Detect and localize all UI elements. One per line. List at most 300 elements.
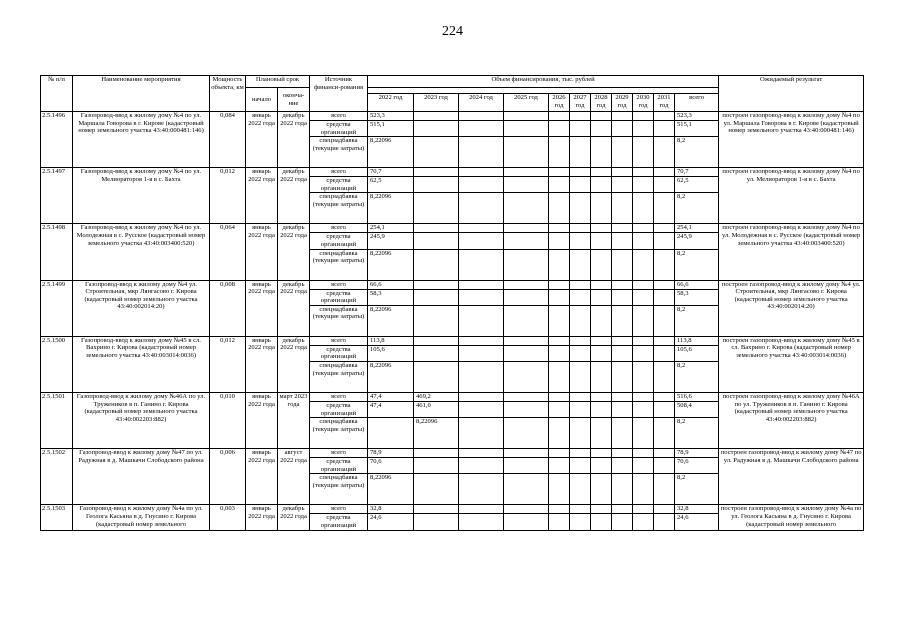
funding-value bbox=[414, 177, 459, 193]
funding-value: 8,2 bbox=[675, 474, 719, 505]
table-row bbox=[41, 505, 864, 514]
funding-value bbox=[459, 336, 504, 345]
source-total: всего bbox=[310, 392, 368, 401]
funding-value: 24,6 bbox=[368, 514, 414, 530]
row-end: март 2023 года bbox=[278, 392, 310, 448]
source-total: всего bbox=[310, 168, 368, 177]
funding-value bbox=[414, 249, 459, 280]
funding-value bbox=[549, 121, 570, 137]
funding-value bbox=[459, 418, 504, 449]
funding-value bbox=[654, 177, 675, 193]
row-name: Газопровод-ввод к жилому дому №4 ул. Строительная, мкр Лянгасово г. Кирова (кадастровый номер земельного участка 43:40:002014:20) bbox=[73, 280, 210, 336]
funding-value bbox=[414, 305, 459, 336]
row-name: Газопровод-ввод к жилому дому №47 по ул. Радужная в д. Машкачи Слободского района bbox=[73, 449, 210, 505]
funding-value bbox=[504, 224, 549, 233]
funding-value bbox=[570, 224, 591, 233]
funding-value bbox=[504, 418, 549, 449]
funding-value bbox=[549, 249, 570, 280]
funding-value bbox=[549, 224, 570, 233]
funding-value: 8,22096 bbox=[368, 474, 414, 505]
source-special: спецнадбавка (текущие затраты) bbox=[310, 137, 368, 168]
source-org-funds: средства организаций bbox=[310, 458, 368, 474]
funding-value bbox=[612, 418, 633, 449]
funding-value bbox=[591, 392, 612, 401]
funding-value bbox=[654, 514, 675, 530]
funding-value bbox=[654, 121, 675, 137]
row-capacity: 0,084 bbox=[210, 112, 246, 168]
funding-value: 32,8 bbox=[368, 505, 414, 514]
funding-value bbox=[591, 168, 612, 177]
funding-value bbox=[459, 233, 504, 249]
funding-value: 245,9 bbox=[368, 233, 414, 249]
funding-value bbox=[504, 249, 549, 280]
row-end: декабрь 2022 года bbox=[278, 112, 310, 168]
source-org-funds: средства организаций bbox=[310, 233, 368, 249]
funding-value bbox=[549, 474, 570, 505]
funding-value bbox=[504, 392, 549, 401]
funding-value bbox=[654, 224, 675, 233]
table-row bbox=[41, 224, 864, 233]
funding-value: 66,6 bbox=[368, 280, 414, 289]
funding-value: 8,2 bbox=[675, 249, 719, 280]
funding-value bbox=[591, 121, 612, 137]
funding-value: 8,2 bbox=[675, 137, 719, 168]
funding-value bbox=[591, 449, 612, 458]
funding-value: 70,7 bbox=[675, 168, 719, 177]
row-end: декабрь 2022 года bbox=[278, 168, 310, 224]
funding-value bbox=[633, 233, 654, 249]
funding-value bbox=[654, 392, 675, 401]
source-org-funds: средства организаций bbox=[310, 121, 368, 137]
header-year-4: 2026 год bbox=[549, 94, 570, 112]
funding-value bbox=[459, 168, 504, 177]
funding-value bbox=[414, 137, 459, 168]
funding-value: 8,2 bbox=[675, 418, 719, 449]
funding-value: 62,5 bbox=[675, 177, 719, 193]
row-result: построен газопровод-ввод к жилому дому №4 по ул. Маршала Говорова в г. Кирове (кадастровый номер земельного участка 43:40:000481:146) bbox=[719, 112, 864, 168]
row-end: август 2022 года bbox=[278, 449, 310, 505]
row-number: 2.5.1501 bbox=[41, 392, 73, 448]
funding-value bbox=[549, 305, 570, 336]
header-year-0: 2022 год bbox=[368, 94, 414, 112]
funding-value bbox=[570, 280, 591, 289]
row-start: январь 2022 года bbox=[246, 336, 278, 392]
funding-value bbox=[570, 401, 591, 417]
funding-value bbox=[633, 449, 654, 458]
row-result: построен газопровод-ввод к жилому дому №47 по ул. Радужная в д. Машкачи Слободского района bbox=[719, 449, 864, 505]
header-capacity: Мощность объекта, км bbox=[210, 76, 246, 112]
funding-value bbox=[591, 401, 612, 417]
funding-value bbox=[459, 474, 504, 505]
funding-value bbox=[549, 514, 570, 530]
funding-value bbox=[633, 505, 654, 514]
header-end: оконча-ние bbox=[278, 88, 310, 112]
funding-value bbox=[504, 233, 549, 249]
row-end: декабрь 2022 года bbox=[278, 336, 310, 392]
source-total: всего bbox=[310, 505, 368, 514]
source-special: спецнадбавка (текущие затраты) bbox=[310, 249, 368, 280]
funding-value: 523,3 bbox=[368, 112, 414, 121]
funding-value bbox=[570, 361, 591, 392]
funding-value bbox=[504, 112, 549, 121]
table-row bbox=[41, 336, 864, 345]
row-start: январь 2022 года bbox=[246, 392, 278, 448]
funding-value: 8,22096 bbox=[368, 193, 414, 224]
funding-value bbox=[570, 458, 591, 474]
funding-value bbox=[612, 401, 633, 417]
source-total: всего bbox=[310, 280, 368, 289]
funding-value bbox=[591, 361, 612, 392]
table-row bbox=[41, 392, 864, 401]
funding-value bbox=[570, 336, 591, 345]
funding-value bbox=[633, 418, 654, 449]
row-result: построен газопровод-ввод к жилому дому №4а по ул. Геолога Касьяна в д. Гнусино г. Кирова (кадастровый номер земельного bbox=[719, 505, 864, 530]
funding-value bbox=[654, 249, 675, 280]
funding-value bbox=[633, 336, 654, 345]
funding-value: 70,6 bbox=[368, 458, 414, 474]
funding-value bbox=[414, 280, 459, 289]
funding-value bbox=[570, 418, 591, 449]
funding-value bbox=[654, 418, 675, 449]
funding-value bbox=[504, 336, 549, 345]
funding-value bbox=[459, 345, 504, 361]
funding-value: 78,9 bbox=[368, 449, 414, 458]
funding-value bbox=[612, 233, 633, 249]
table-row bbox=[41, 449, 864, 458]
funding-value bbox=[612, 280, 633, 289]
funding-value bbox=[591, 345, 612, 361]
table-row bbox=[41, 280, 864, 289]
funding-value: 32,8 bbox=[675, 505, 719, 514]
funding-value bbox=[612, 177, 633, 193]
funding-value bbox=[459, 193, 504, 224]
row-capacity: 0,006 bbox=[210, 449, 246, 505]
funding-value bbox=[414, 336, 459, 345]
funding-value bbox=[459, 224, 504, 233]
funding-value bbox=[633, 401, 654, 417]
funding-value bbox=[570, 392, 591, 401]
header-name: Наименование мероприятия bbox=[73, 76, 210, 112]
funding-value bbox=[633, 345, 654, 361]
funding-value: 66,6 bbox=[675, 280, 719, 289]
funding-value bbox=[504, 280, 549, 289]
funding-value bbox=[612, 505, 633, 514]
funding-value bbox=[612, 361, 633, 392]
funding-value bbox=[591, 112, 612, 121]
page-number: 224 bbox=[442, 24, 463, 39]
funding-value bbox=[504, 193, 549, 224]
funding-value: 70,7 bbox=[368, 168, 414, 177]
funding-value bbox=[612, 168, 633, 177]
funding-value: 8,2 bbox=[675, 361, 719, 392]
funding-value bbox=[654, 449, 675, 458]
funding-value bbox=[591, 418, 612, 449]
funding-value bbox=[549, 193, 570, 224]
funding-value bbox=[591, 458, 612, 474]
row-end: декабрь 2022 года bbox=[278, 280, 310, 336]
funding-value bbox=[504, 449, 549, 458]
funding-value bbox=[549, 289, 570, 305]
row-name: Газопровод-ввод к жилому дому №4 по ул. Мелиораторов 1-я в с. Бахта bbox=[73, 168, 210, 224]
source-org-funds: средства организаций bbox=[310, 401, 368, 417]
row-start: январь 2022 года bbox=[246, 168, 278, 224]
funding-value bbox=[549, 336, 570, 345]
funding-value: 245,9 bbox=[675, 233, 719, 249]
funding-value bbox=[570, 137, 591, 168]
row-capacity: 0,012 bbox=[210, 336, 246, 392]
funding-value: 254,1 bbox=[675, 224, 719, 233]
funding-value bbox=[414, 474, 459, 505]
funding-value bbox=[612, 514, 633, 530]
funding-value: 105,6 bbox=[675, 345, 719, 361]
funding-value bbox=[654, 112, 675, 121]
funding-value bbox=[570, 233, 591, 249]
funding-value bbox=[570, 345, 591, 361]
header-source: Источник финанси-рования bbox=[310, 76, 368, 112]
header-year-9: 2031 год bbox=[654, 94, 675, 112]
funding-value bbox=[504, 361, 549, 392]
funding-value bbox=[612, 474, 633, 505]
funding-value: 78,9 bbox=[675, 449, 719, 458]
funding-value bbox=[612, 305, 633, 336]
funding-value bbox=[654, 336, 675, 345]
funding-value bbox=[459, 361, 504, 392]
funding-value bbox=[549, 177, 570, 193]
header-period: Плановый срок bbox=[246, 76, 310, 88]
funding-value bbox=[612, 392, 633, 401]
funding-value bbox=[570, 193, 591, 224]
funding-value bbox=[633, 361, 654, 392]
row-number: 2.5.1499 bbox=[41, 280, 73, 336]
funding-value bbox=[459, 305, 504, 336]
funding-value: 8,22096 bbox=[368, 137, 414, 168]
funding-value bbox=[549, 345, 570, 361]
funding-value bbox=[570, 112, 591, 121]
funding-value: 461,0 bbox=[414, 401, 459, 417]
funding-value bbox=[591, 137, 612, 168]
funding-value bbox=[549, 449, 570, 458]
funding-value: 523,3 bbox=[675, 112, 719, 121]
funding-value bbox=[612, 193, 633, 224]
funding-value bbox=[633, 177, 654, 193]
funding-value bbox=[591, 289, 612, 305]
funding-value bbox=[633, 121, 654, 137]
source-special: спецнадбавка (текущие затраты) bbox=[310, 361, 368, 392]
funding-value bbox=[654, 401, 675, 417]
funding-value bbox=[414, 193, 459, 224]
funding-value bbox=[612, 249, 633, 280]
funding-value: 113,8 bbox=[368, 336, 414, 345]
funding-value bbox=[504, 121, 549, 137]
funding-value bbox=[459, 177, 504, 193]
row-capacity: 0,003 bbox=[210, 505, 246, 530]
row-number: 2.5.1503 bbox=[41, 505, 73, 530]
funding-value bbox=[549, 280, 570, 289]
funding-value bbox=[612, 112, 633, 121]
header-funding: Объем финансирования, тыс. рублей bbox=[368, 76, 719, 88]
table-row bbox=[41, 168, 864, 177]
row-start: январь 2022 года bbox=[246, 112, 278, 168]
funding-value: 254,1 bbox=[368, 224, 414, 233]
funding-value bbox=[414, 289, 459, 305]
funding-value bbox=[414, 233, 459, 249]
funding-value bbox=[654, 137, 675, 168]
funding-value bbox=[570, 514, 591, 530]
funding-value bbox=[459, 121, 504, 137]
funding-value bbox=[612, 224, 633, 233]
funding-value bbox=[504, 345, 549, 361]
row-result: построен газопровод-ввод к жилому дому №4 ул. Строительная, мкр Лянгасово г. Кирова (кадастровый номер земельного участка 43:40:002014:20) bbox=[719, 280, 864, 336]
funding-value bbox=[633, 474, 654, 505]
funding-table bbox=[40, 75, 864, 531]
header-year-10: всего bbox=[675, 94, 719, 112]
funding-value bbox=[414, 449, 459, 458]
funding-value bbox=[549, 361, 570, 392]
row-name: Газопровод-ввод к жилому дому №4 по ул. Маршала Говорова в г. Кирове (кадастровый номер земельного участка 43:40:000481:146) bbox=[73, 112, 210, 168]
funding-value bbox=[549, 458, 570, 474]
funding-value bbox=[633, 392, 654, 401]
funding-value bbox=[570, 305, 591, 336]
row-start: январь 2022 года bbox=[246, 449, 278, 505]
funding-value bbox=[459, 458, 504, 474]
funding-value bbox=[633, 224, 654, 233]
funding-value bbox=[459, 505, 504, 514]
funding-value bbox=[591, 224, 612, 233]
row-end: декабрь 2022 года bbox=[278, 505, 310, 530]
funding-value bbox=[504, 168, 549, 177]
funding-value bbox=[591, 193, 612, 224]
funding-value bbox=[612, 121, 633, 137]
funding-value bbox=[654, 345, 675, 361]
funding-value bbox=[549, 392, 570, 401]
funding-value bbox=[633, 137, 654, 168]
funding-value bbox=[591, 177, 612, 193]
funding-value bbox=[459, 137, 504, 168]
funding-value: 113,8 bbox=[675, 336, 719, 345]
funding-value bbox=[612, 449, 633, 458]
funding-value bbox=[633, 112, 654, 121]
header-year-8: 2030 год bbox=[633, 94, 654, 112]
funding-value bbox=[633, 280, 654, 289]
funding-value bbox=[654, 361, 675, 392]
row-name: Газопровод-ввод к жилому дому №45 в сл. Вахрино г. Кирова (кадастровый номер земельного участка 43:40:003014:0036) bbox=[73, 336, 210, 392]
funding-value bbox=[612, 336, 633, 345]
funding-value bbox=[591, 305, 612, 336]
funding-value bbox=[591, 249, 612, 280]
row-result: построен газопровод-ввод к жилому дому №4 по ул. Молодежная в с. Русское (кадастровый номер земельного участка 43:40:003400:520) bbox=[719, 224, 864, 280]
source-total: всего bbox=[310, 112, 368, 121]
row-result: построен газопровод-ввод к жилому дому №46А по ул. Тружеников в п. Ганино г. Кирова (кадастровый номер земельного участка 43:40:002203:882) bbox=[719, 392, 864, 448]
funding-value bbox=[654, 474, 675, 505]
funding-value bbox=[414, 224, 459, 233]
source-org-funds: средства организаций bbox=[310, 289, 368, 305]
row-capacity: 0,010 bbox=[210, 392, 246, 448]
funding-value bbox=[504, 401, 549, 417]
row-name: Газопровод-ввод к жилому дому №4а по ул. Геолога Касьяна в д. Гнусино г. Кирова (кадастровый номер земельного bbox=[73, 505, 210, 530]
funding-value bbox=[633, 305, 654, 336]
funding-value bbox=[504, 514, 549, 530]
funding-value bbox=[414, 345, 459, 361]
funding-value: 70,6 bbox=[675, 458, 719, 474]
header-year-1: 2023 год bbox=[414, 94, 459, 112]
funding-value bbox=[654, 458, 675, 474]
funding-value: 24,6 bbox=[675, 514, 719, 530]
row-capacity: 0,008 bbox=[210, 280, 246, 336]
funding-value: 105,6 bbox=[368, 345, 414, 361]
funding-value bbox=[570, 289, 591, 305]
funding-value bbox=[591, 336, 612, 345]
funding-value bbox=[570, 505, 591, 514]
header-year-7: 2029 год bbox=[612, 94, 633, 112]
row-end: декабрь 2022 года bbox=[278, 224, 310, 280]
source-total: всего bbox=[310, 224, 368, 233]
funding-value bbox=[504, 505, 549, 514]
funding-value bbox=[414, 168, 459, 177]
funding-value bbox=[612, 289, 633, 305]
source-org-funds: средства организаций bbox=[310, 514, 368, 530]
row-result: построен газопровод-ввод к жилому дому №4 по ул. Мелиораторов 1-я в с. Бахта bbox=[719, 168, 864, 224]
funding-value bbox=[570, 177, 591, 193]
funding-value bbox=[633, 514, 654, 530]
funding-value bbox=[612, 137, 633, 168]
funding-value bbox=[549, 233, 570, 249]
row-result: построен газопровод-ввод к жилому дому №45 в сл. Вахрино г. Кирова (кадастровый номер земельного участка 43:40:003014:0036) bbox=[719, 336, 864, 392]
funding-value: 62,5 bbox=[368, 177, 414, 193]
funding-value: 58,3 bbox=[675, 289, 719, 305]
funding-value bbox=[570, 249, 591, 280]
funding-value bbox=[612, 458, 633, 474]
funding-value bbox=[633, 289, 654, 305]
funding-value bbox=[591, 505, 612, 514]
funding-value bbox=[504, 474, 549, 505]
funding-value bbox=[633, 193, 654, 224]
funding-value bbox=[570, 168, 591, 177]
funding-value: 58,3 bbox=[368, 289, 414, 305]
row-number: 2.5.1500 bbox=[41, 336, 73, 392]
source-special: спецнадбавка (текущие затраты) bbox=[310, 193, 368, 224]
funding-value: 47,4 bbox=[368, 401, 414, 417]
funding-value bbox=[654, 233, 675, 249]
funding-value bbox=[459, 280, 504, 289]
header-result: Ожидаемый результат bbox=[719, 76, 864, 112]
funding-value bbox=[459, 401, 504, 417]
funding-value bbox=[414, 361, 459, 392]
funding-value: 8,22096 bbox=[368, 249, 414, 280]
funding-value bbox=[414, 514, 459, 530]
funding-value: 8,22096 bbox=[368, 361, 414, 392]
row-capacity: 0,064 bbox=[210, 224, 246, 280]
funding-value: 515,1 bbox=[368, 121, 414, 137]
header-start: начало bbox=[246, 88, 278, 112]
funding-value bbox=[549, 168, 570, 177]
row-name: Газопровод-ввод к жилому дому №4 по ул. Молодежная в с. Русское (кадастровый номер земельного участка 43:40:003400:520) bbox=[73, 224, 210, 280]
funding-value bbox=[654, 168, 675, 177]
table-row bbox=[41, 112, 864, 121]
funding-value bbox=[504, 289, 549, 305]
row-start: январь 2022 года bbox=[246, 280, 278, 336]
funding-value bbox=[654, 193, 675, 224]
funding-value: 469,2 bbox=[414, 392, 459, 401]
funding-value bbox=[633, 249, 654, 280]
funding-value: 8,2 bbox=[675, 305, 719, 336]
funding-value bbox=[459, 392, 504, 401]
funding-value bbox=[570, 474, 591, 505]
funding-value bbox=[654, 505, 675, 514]
funding-value bbox=[459, 289, 504, 305]
funding-value bbox=[504, 458, 549, 474]
header-year-3: 2025 год bbox=[504, 94, 549, 112]
funding-value bbox=[654, 305, 675, 336]
